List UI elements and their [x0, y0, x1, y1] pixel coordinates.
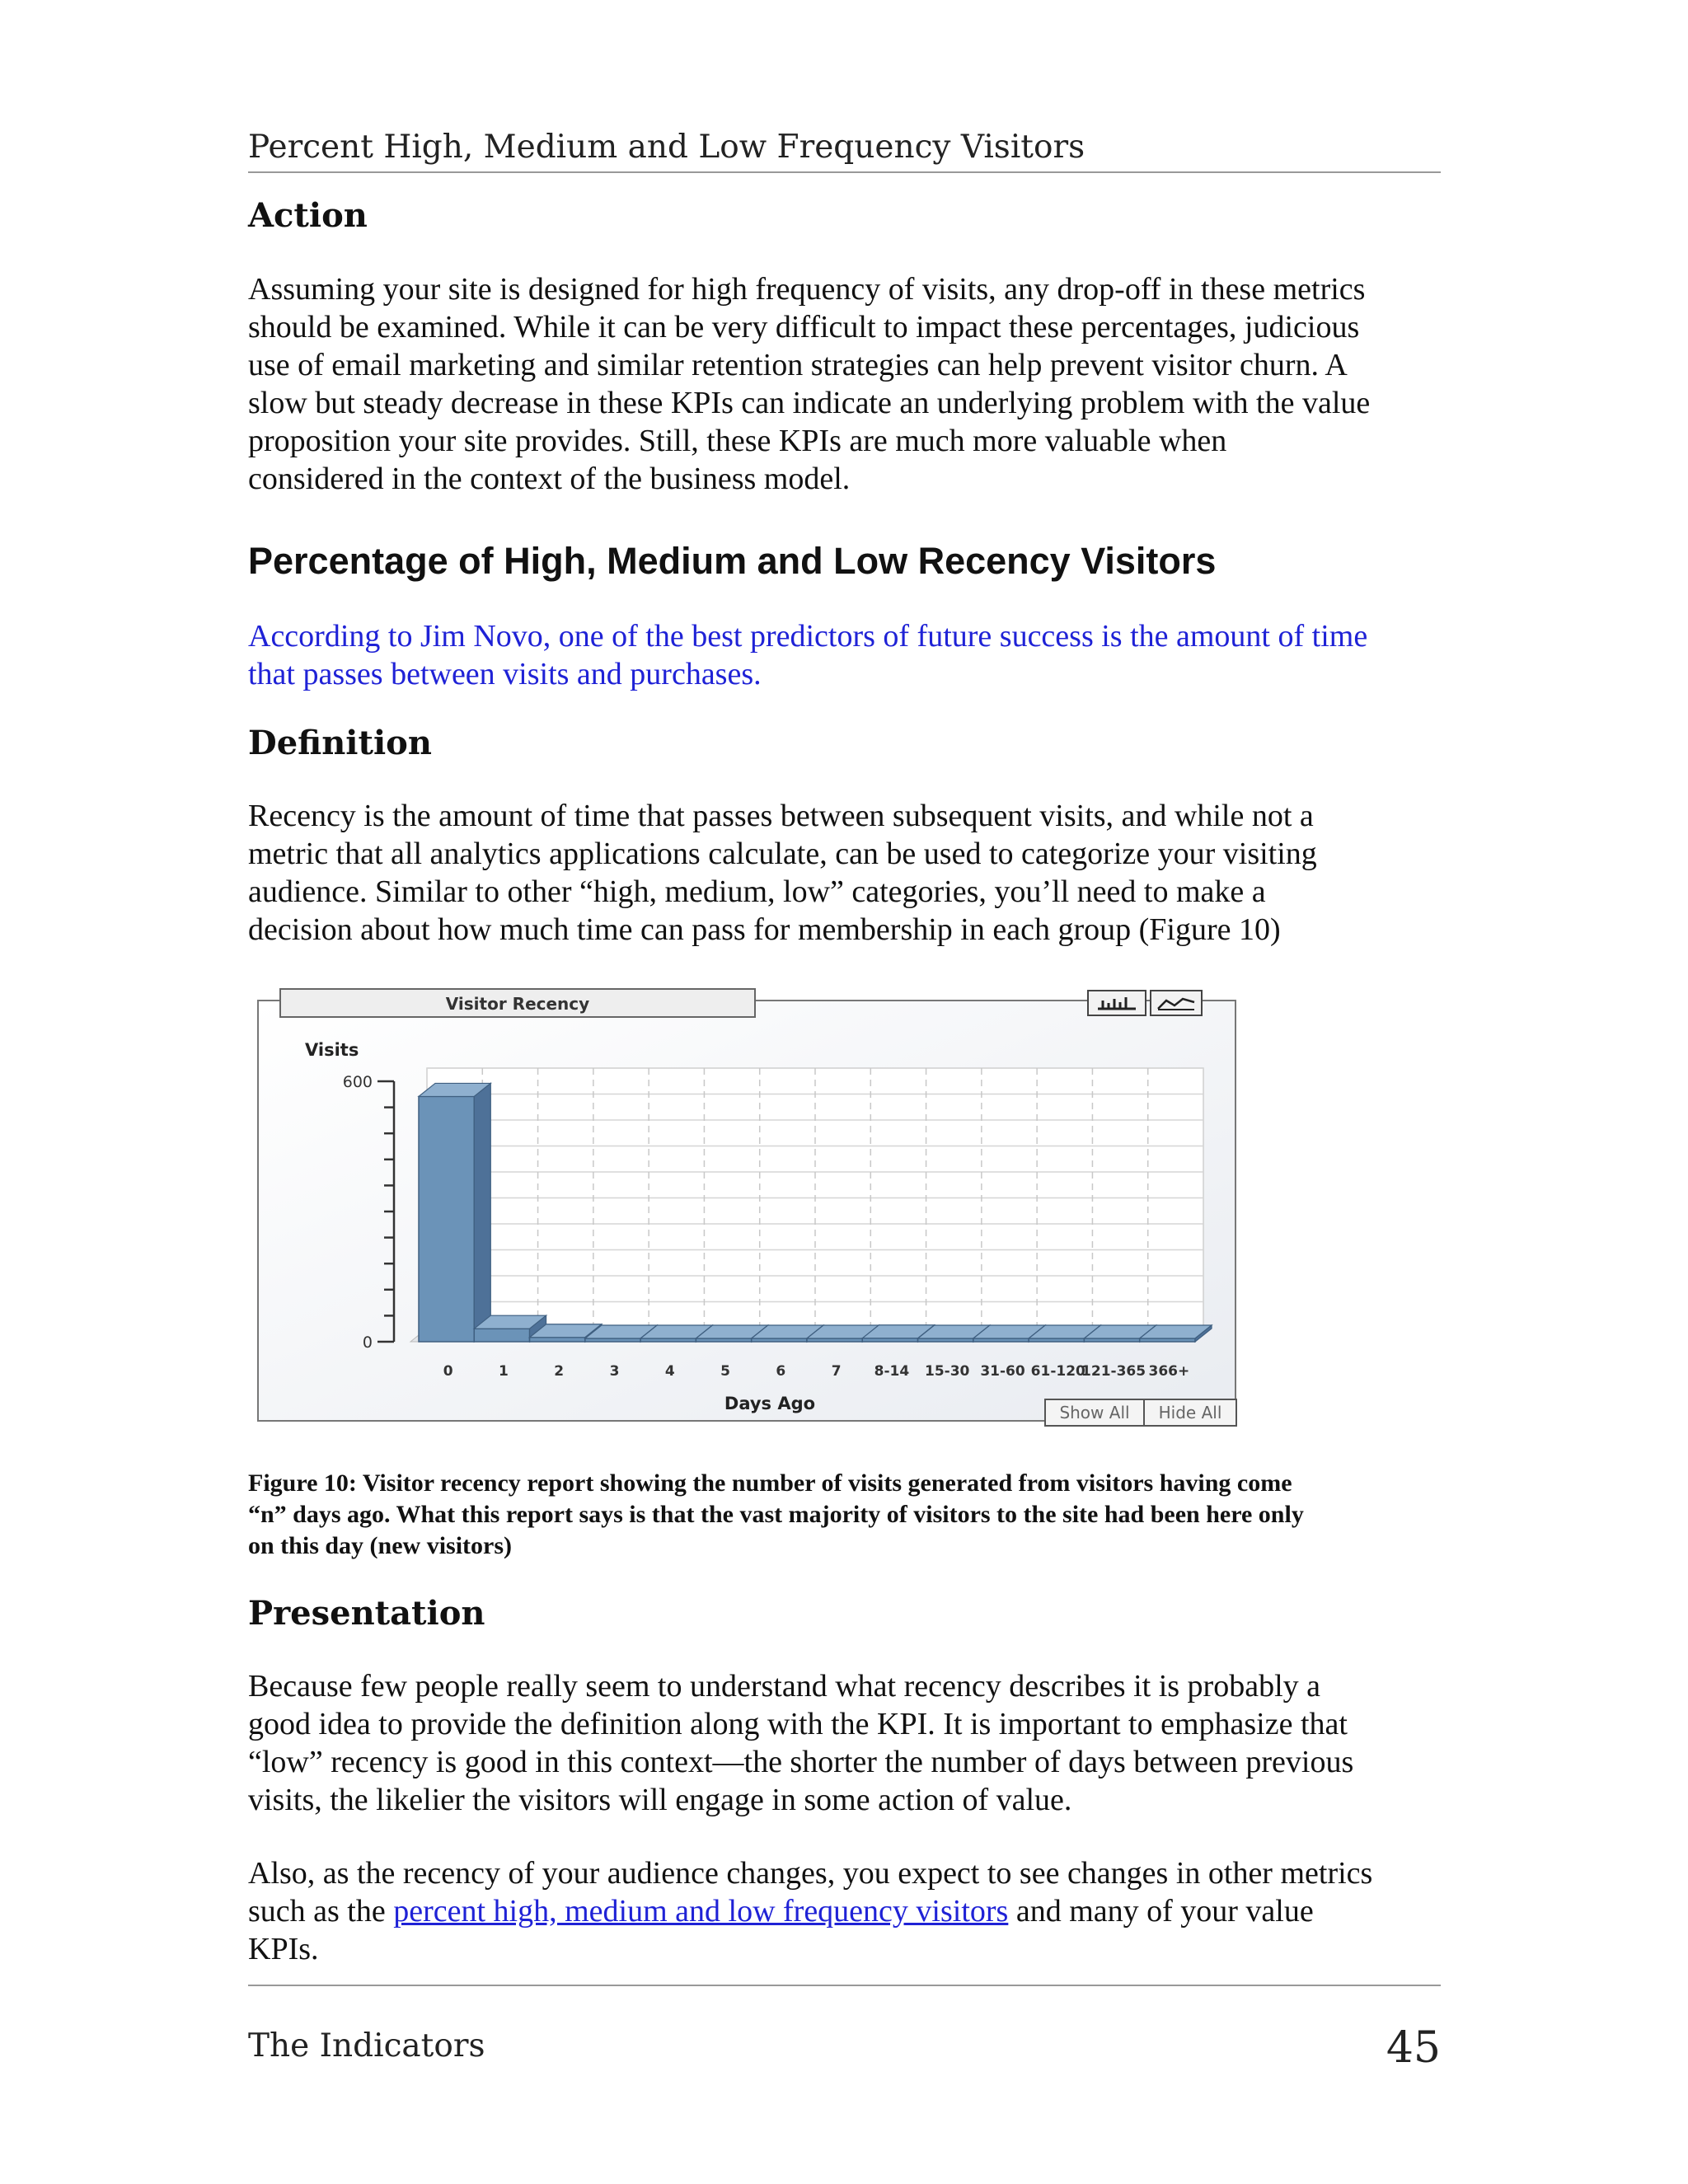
text-line [248, 1892, 1451, 1930]
text-line: Because few people really seem to understand what recency describes it is probably a [248, 1669, 1320, 1704]
text-line: KPIs. [248, 1932, 319, 1966]
bar [419, 1083, 490, 1342]
x-axis-label: Days Ago [724, 1394, 816, 1413]
visitor-recency-chart [254, 982, 1240, 1427]
bar-chart-toggle-button[interactable] [1088, 991, 1146, 1015]
x-tick-label: 5 [720, 1363, 730, 1380]
text-fragment: and many of your value [1008, 1894, 1314, 1929]
text-line: “low” recency is good in this context—the shorter the number of days between previous [248, 1745, 1354, 1779]
x-tick-label: 3 [609, 1363, 620, 1380]
action-heading: Action [248, 196, 368, 235]
page-number: 45 [1386, 2023, 1441, 2073]
show-all-button[interactable] [1045, 1399, 1144, 1426]
text-fragment: such as the [248, 1894, 394, 1929]
x-tick-label: 2 [554, 1363, 565, 1380]
intro-paragraph [248, 617, 1451, 693]
bar-front [530, 1338, 585, 1342]
x-tick-label: 121-365 [1081, 1363, 1146, 1380]
x-tick-label: 61-120 [1030, 1363, 1085, 1380]
show-all-label: Show All [1059, 1403, 1130, 1422]
text-line: According to Jim Novo, one of the best predictors of future success is the amount of time [248, 619, 1368, 654]
caption-line: Figure 10: Visitor recency report showing the number of visits generated from visitors having come [248, 1469, 1292, 1497]
presentation-heading: Presentation [248, 1594, 485, 1633]
text-line: visits, the likelier the visitors will engage in some action of value. [248, 1783, 1072, 1817]
hide-all-button[interactable] [1144, 1399, 1236, 1426]
hide-all-label: Hide All [1158, 1403, 1222, 1422]
running-header: Percent High, Medium and Low Frequency Visitors [248, 129, 1085, 166]
plot-grid [410, 1068, 1203, 1342]
x-tick-label: 6 [776, 1363, 786, 1380]
bar-side [474, 1083, 490, 1342]
text-line: that passes between visits and purchases. [248, 657, 762, 691]
footer-rule [248, 1985, 1441, 1986]
text-line: use of email marketing and similar retention strategies can help prevent visitor churn. A [248, 348, 1348, 382]
frequency-visitors-link[interactable]: percent high, medium and low frequency visitors [393, 1894, 1009, 1929]
text-line: metric that all analytics applications calculate, can be used to categorize your visiting [248, 837, 1317, 871]
text-line: Also, as the recency of your audience changes, you expect to see changes in other metrics [248, 1856, 1373, 1891]
presentation-paragraph [248, 1667, 1451, 1819]
text-line: Recency is the amount of time that passes between subsequent visits, and while not a [248, 799, 1314, 833]
x-tick-label: 7 [831, 1363, 842, 1380]
figure-caption [248, 1468, 1451, 1562]
y-tick-label: 600 [342, 1073, 373, 1091]
definition-paragraph [248, 797, 1451, 949]
caption-line: “n” days ago. What this report says is that the vast majority of visitors to the site had been here only [248, 1501, 1304, 1528]
footer-section-name: The Indicators [248, 2027, 485, 2064]
bar-front [419, 1096, 474, 1342]
panel-title: Visitor Recency [445, 994, 590, 1014]
x-tick-label: 15-30 [925, 1363, 970, 1380]
action-paragraph [248, 270, 1451, 498]
line-chart-toggle-button[interactable] [1151, 991, 1202, 1015]
caption-line: on this day (new visitors) [248, 1532, 513, 1559]
y-axis-label: Visits [305, 1040, 359, 1060]
x-tick-label: 1 [499, 1363, 509, 1380]
x-tick-label: 4 [664, 1363, 675, 1380]
definition-heading: Definition [248, 724, 432, 762]
bar-front [474, 1329, 529, 1342]
text-line: decision about how much time can pass for membership in each group (Figure 10) [248, 912, 1281, 947]
header-rule [248, 171, 1441, 173]
chart-canvas [254, 982, 1240, 1427]
text-line: audience. Similar to other “high, medium, low” categories, you’ll need to make a [248, 874, 1266, 909]
text-line: should be examined. While it can be very difficult to impact these percentages, judicious [248, 310, 1360, 344]
x-tick-label: 8-14 [874, 1363, 910, 1380]
text-line: proposition your site provides. Still, these KPIs are much more valuable when [248, 424, 1227, 458]
section-title: Percentage of High, Medium and Low Recency Visitors [248, 540, 1217, 582]
text-line: considered in the context of the business model. [248, 462, 851, 496]
x-tick-label: 31-60 [980, 1363, 1025, 1380]
x-tick-label: 0 [443, 1363, 453, 1380]
text-line: Assuming your site is designed for high frequency of visits, any drop-off in these metrics [248, 272, 1366, 307]
bar-front [862, 1338, 917, 1342]
presentation-paragraph-2 [248, 1854, 1451, 1968]
x-tick-label: 366+ [1148, 1363, 1190, 1380]
y-tick-label: 0 [362, 1333, 373, 1352]
text-line: good idea to provide the definition along with the KPI. It is important to emphasize that [248, 1707, 1348, 1741]
text-line: slow but steady decrease in these KPIs can indicate an underlying problem with the value [248, 386, 1371, 420]
